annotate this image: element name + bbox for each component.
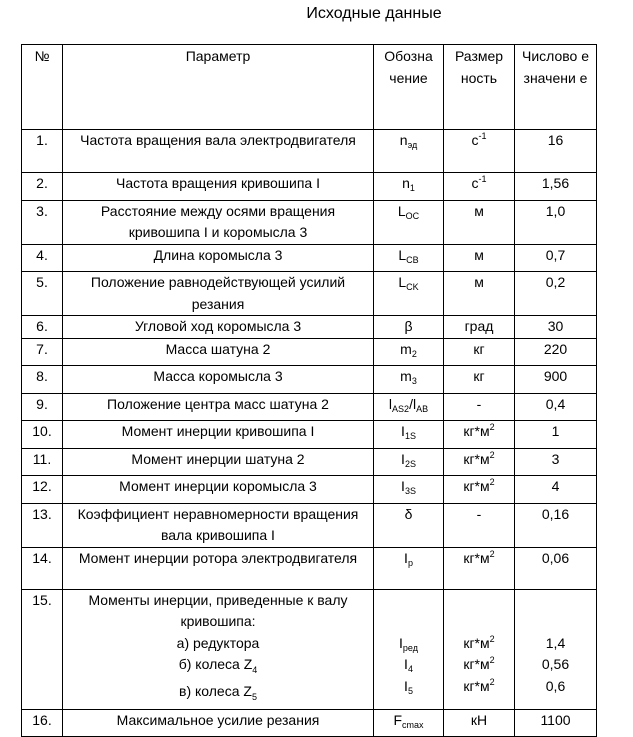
- value-cell: 0,4: [515, 393, 597, 421]
- symbol-cell: [374, 547, 444, 589]
- table-header-row: [22, 45, 597, 130]
- parameter-heading: Моменты инерции, приведенные к валу кривошипа:: [88, 591, 348, 629]
- unit-text: м: [474, 202, 484, 219]
- symbol-cell: [374, 366, 444, 394]
- row-number: 4.: [22, 244, 63, 272]
- parameter-name: Положение равнодействующей усилий резания: [63, 272, 374, 316]
- table-row: [22, 421, 597, 449]
- unit-text: кг*м: [463, 450, 490, 467]
- parameter-name: Частота вращения кривошипа I: [63, 173, 374, 201]
- unit-text: кг*м: [463, 478, 490, 494]
- row-number: 11.: [22, 448, 63, 476]
- unit-cell: [444, 200, 515, 244]
- symbol-subscript: AB: [416, 403, 429, 414]
- parameter-name: Частота вращения вала электродвигателя: [63, 130, 374, 173]
- unit-cell: [444, 338, 515, 366]
- parameter-name: Угловой ход коромысла 3: [63, 316, 374, 339]
- row-number: 5.: [22, 272, 63, 316]
- unit-cell: [444, 503, 515, 547]
- value-cell: 0,2: [515, 272, 597, 316]
- unit-text: кг: [473, 340, 485, 357]
- unit-cell: [444, 393, 515, 421]
- sub-item-value: 0,56: [541, 656, 570, 672]
- row-number: 8.: [22, 366, 63, 394]
- value-cell: 900: [515, 366, 597, 394]
- value-cell: 0,16: [515, 503, 597, 547]
- sub-item-symbol: [376, 633, 441, 655]
- value-cell: 4: [515, 476, 597, 504]
- table-row: [22, 200, 597, 244]
- row-number: 14.: [22, 547, 63, 589]
- unit-text: м: [474, 246, 484, 263]
- unit-text: -: [476, 505, 482, 522]
- row-number: 9.: [22, 393, 63, 421]
- row-number: 2.: [22, 173, 63, 201]
- symbol-cell: [374, 393, 444, 421]
- symbol-text: n: [399, 132, 408, 148]
- row-number: 6.: [22, 316, 63, 339]
- header-value: Числово е значени е: [515, 45, 597, 130]
- unit-cell: [444, 173, 515, 201]
- parameter-name: [63, 589, 374, 709]
- header-param: Параметр: [63, 45, 374, 130]
- unit-cell: [444, 709, 515, 737]
- unit-superscript: -1: [478, 131, 487, 141]
- sub-item-unit: [446, 676, 512, 698]
- symbol-text: I: [401, 450, 405, 467]
- value-cell: 3: [515, 448, 597, 476]
- table-row: [22, 244, 597, 272]
- unit-superscript: 2: [489, 655, 495, 665]
- table-row: [22, 316, 597, 339]
- unit-superscript: -1: [478, 174, 487, 184]
- unit-text: кг*м: [463, 549, 490, 566]
- row-number: 1.: [22, 130, 63, 173]
- value-cell: 16: [515, 130, 597, 173]
- symbol-subscript: CB: [406, 254, 419, 265]
- unit-cell: [444, 272, 515, 316]
- unit-superscript: 2: [489, 422, 495, 432]
- sub-item-label: [65, 681, 371, 708]
- table-row: [22, 589, 597, 709]
- value-cell: 1,56: [515, 173, 597, 201]
- symbol-cell: [374, 503, 444, 547]
- sub-item-text: в) колеса Z: [179, 683, 252, 700]
- unit-cell: [444, 476, 515, 504]
- parameter-name: Момент инерции коромысла 3: [63, 476, 374, 504]
- symbol-subscript: 3: [411, 376, 417, 386]
- symbol-text: L: [398, 274, 407, 290]
- sub-item-value: 1,4: [545, 634, 566, 651]
- parameter-name: Максимальное усилие резания: [63, 709, 374, 737]
- symbol-cell: [374, 173, 444, 201]
- value-cell: 0,7: [515, 244, 597, 272]
- parameter-name: Расстояние между осями вращения кривошипа I и коромысла 3: [63, 200, 374, 244]
- header-num: №: [22, 45, 63, 130]
- symbol-subscript: CK: [406, 282, 419, 292]
- table-row: [22, 448, 597, 476]
- unit-text: кг: [473, 368, 485, 384]
- row-number: 16.: [22, 709, 63, 737]
- symbol-subscript: OC: [405, 210, 420, 221]
- symbol-subscript: cmax: [402, 719, 424, 730]
- table-row: [22, 393, 597, 421]
- symbol-cell: [374, 709, 444, 737]
- unit-text: с: [471, 132, 479, 148]
- symbol-cell: [374, 476, 444, 504]
- symbol-subscript: р: [407, 557, 413, 568]
- symbol-cell: [374, 421, 444, 449]
- symbol-cell: [374, 200, 444, 244]
- unit-cell: [444, 130, 515, 173]
- page-title: Исходные данные: [306, 5, 442, 22]
- table-row: [22, 338, 597, 366]
- sub-item-symbol: [376, 676, 441, 698]
- unit-superscript: 2: [489, 676, 495, 687]
- parameter-name: Коэффициент неравномерности вращения вала кривошипа I: [63, 503, 374, 547]
- unit-cell: [444, 244, 515, 272]
- value-cell: 1100: [515, 709, 597, 737]
- sub-item-subscript: 5: [251, 692, 257, 703]
- unit-text: с: [471, 175, 479, 191]
- parameter-name: Момент инерции ротора электродвигателя: [63, 547, 374, 589]
- symbol-subscript: 1S: [404, 431, 416, 441]
- sub-item-label: [65, 654, 371, 681]
- unit-text: кг*м: [463, 423, 490, 439]
- symbol-subscript: 4: [407, 664, 413, 674]
- value-cell: 0,06: [515, 547, 597, 589]
- unit-text: кН: [470, 711, 488, 728]
- parameter-name: Момент инерции шатуна 2: [63, 448, 374, 476]
- table-row: [22, 547, 597, 589]
- symbol-subscript: 2: [411, 348, 417, 359]
- sub-item-subscript: 4: [252, 664, 258, 675]
- symbol-text: I: [401, 423, 405, 439]
- unit-superscript: 2: [489, 449, 495, 460]
- symbol-cell: [374, 589, 444, 709]
- parameter-name: Масса шатуна 2: [63, 338, 374, 366]
- symbol-text: β: [404, 318, 413, 334]
- sub-item-value: 0,6: [545, 677, 566, 694]
- parameter-name: Длина коромысла 3: [63, 244, 374, 272]
- symbol-text: m: [400, 368, 412, 384]
- sub-item-symbol: [376, 654, 441, 676]
- row-number: 15.: [22, 589, 63, 709]
- symbol-text: F: [393, 711, 403, 728]
- table-row: [22, 503, 597, 547]
- unit-superscript: 2: [489, 548, 495, 559]
- unit-text: м: [474, 274, 484, 290]
- sub-item-text: б) колеса Z: [178, 656, 253, 672]
- initial-data-table: [21, 44, 597, 737]
- symbol-cell: [374, 130, 444, 173]
- row-number: 7.: [22, 338, 63, 366]
- unit-text: кг*м: [463, 634, 490, 651]
- table-row: [22, 130, 597, 173]
- symbol-text: I: [399, 634, 403, 651]
- value-cell: 1,0: [515, 200, 597, 244]
- symbol-text: m: [400, 340, 412, 357]
- symbol-text: n: [402, 175, 410, 191]
- symbol-cell: [374, 244, 444, 272]
- unit-cell: [444, 316, 515, 339]
- unit-cell: [444, 589, 515, 709]
- parameter-name: Момент инерции кривошипа I: [63, 421, 374, 449]
- table-row: [22, 366, 597, 394]
- unit-cell: [444, 448, 515, 476]
- symbol-text: l: [388, 395, 393, 412]
- symbol-text: L: [398, 246, 407, 263]
- unit-text: кг*м: [463, 677, 490, 694]
- table-row: [22, 272, 597, 316]
- symbol-subscript: 1: [409, 183, 415, 193]
- table-row: [22, 709, 597, 737]
- table-row: [22, 476, 597, 504]
- symbol-text: I: [404, 677, 408, 694]
- header-unit: Размер ность: [444, 45, 515, 130]
- symbol-text: L: [397, 202, 406, 219]
- symbol-text: /l: [409, 395, 417, 412]
- sub-item-unit: [446, 633, 512, 655]
- symbol-subscript: эд: [407, 140, 418, 150]
- value-cell: 1: [515, 421, 597, 449]
- symbol-text: I: [404, 656, 408, 672]
- row-number: 10.: [22, 421, 63, 449]
- symbol-subscript: 5: [407, 685, 413, 696]
- unit-text: -: [476, 395, 482, 412]
- unit-text: кг*м: [463, 656, 490, 672]
- row-number: 3.: [22, 200, 63, 244]
- symbol-cell: [374, 272, 444, 316]
- unit-cell: [444, 421, 515, 449]
- parameter-name: Положение центра масс шатуна 2: [63, 393, 374, 421]
- unit-cell: [444, 366, 515, 394]
- symbol-cell: [374, 338, 444, 366]
- symbol-cell: [374, 448, 444, 476]
- value-cell: [515, 589, 597, 709]
- sub-item-text: а) редуктора: [176, 634, 260, 651]
- unit-text: град: [464, 318, 494, 334]
- unit-superscript: 2: [489, 477, 495, 487]
- symbol-subscript: AS2: [392, 403, 410, 414]
- symbol-subscript: ред: [402, 642, 418, 653]
- symbol-subscript: 2S: [404, 458, 416, 469]
- unit-superscript: 2: [489, 633, 495, 644]
- symbol-text: δ: [404, 505, 413, 522]
- table-row: [22, 173, 597, 201]
- symbol-cell: [374, 316, 444, 339]
- row-number: 13.: [22, 503, 63, 547]
- sub-item-unit: [446, 654, 512, 676]
- symbol-text: I: [404, 549, 408, 566]
- parameter-name: Масса коромысла 3: [63, 366, 374, 394]
- sub-item-label: [65, 633, 371, 655]
- unit-cell: [444, 547, 515, 589]
- value-cell: 30: [515, 316, 597, 339]
- header-symbol: Обозна чение: [374, 45, 444, 130]
- symbol-text: I: [401, 478, 405, 494]
- symbol-subscript: 3S: [404, 486, 416, 496]
- row-number: 12.: [22, 476, 63, 504]
- value-cell: 220: [515, 338, 597, 366]
